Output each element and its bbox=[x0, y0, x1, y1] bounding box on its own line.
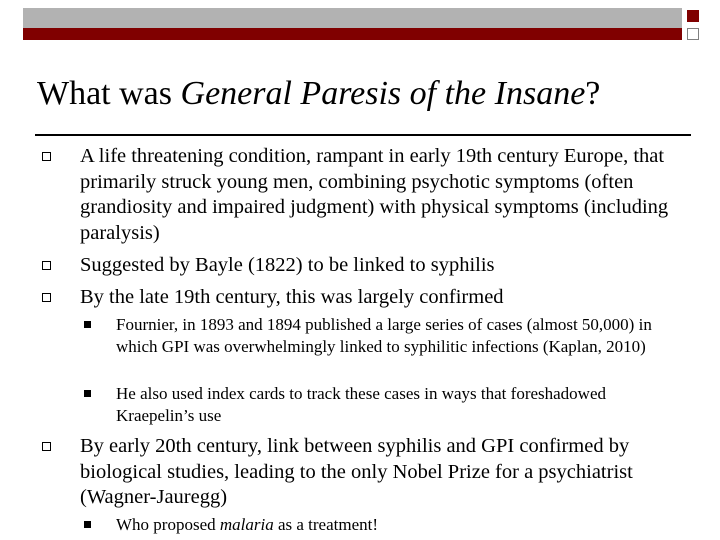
title-prefix: What was bbox=[37, 75, 181, 112]
hollow-square-bullet-icon bbox=[42, 261, 51, 270]
bullet-item bbox=[80, 144, 680, 246]
header-square-red bbox=[687, 10, 699, 22]
hollow-square-bullet-icon bbox=[42, 293, 51, 302]
sub-bullet-prefix: Who proposed bbox=[116, 515, 220, 534]
filled-square-bullet-icon bbox=[84, 390, 91, 397]
bullet-text: By early 20th century, link between syphilis and GPI confirmed by biological studies, leading to the only Nobel Prize for a psychiatrist (Wagner-Jauregg) bbox=[80, 435, 633, 508]
hollow-square-bullet-icon bbox=[42, 152, 51, 161]
bullet-item bbox=[80, 285, 680, 311]
filled-square-bullet-icon bbox=[84, 521, 91, 528]
sub-bullet-item bbox=[116, 383, 676, 427]
hollow-square-bullet-icon bbox=[42, 442, 51, 451]
sub-bullet-suffix: as a treatment! bbox=[273, 515, 379, 534]
title-suffix: ? bbox=[585, 75, 601, 112]
bullet-item bbox=[80, 434, 680, 511]
sub-bullet-item bbox=[116, 514, 676, 536]
header-band-gray bbox=[23, 8, 682, 28]
title-divider bbox=[35, 134, 691, 136]
title-italic: General Paresis of the Insane bbox=[180, 75, 586, 112]
bullet-item bbox=[80, 253, 680, 279]
filled-square-bullet-icon bbox=[84, 321, 91, 328]
sub-bullet-item bbox=[116, 314, 676, 358]
bullet-text: By the late 19th century, this was largely confirmed bbox=[80, 286, 504, 308]
sub-bullet-text: He also used index cards to track these cases in ways that foreshadowed Kraepelin’s use bbox=[116, 384, 607, 425]
sub-bullet-italic: malaria bbox=[219, 515, 274, 534]
sub-bullet-text: Fournier, in 1893 and 1894 published a large series of cases (almost 50,000) in which GPI was overwhelmingly linked to syphilitic infections (Kaplan, 2010) bbox=[116, 315, 652, 356]
slide-title bbox=[37, 74, 600, 114]
bullet-text: Suggested by Bayle (1822) to be linked to syphilis bbox=[80, 254, 495, 276]
header-square-white bbox=[687, 28, 699, 40]
header-band-red bbox=[23, 28, 682, 40]
bullet-text: A life threatening condition, rampant in early 19th century Europe, that primarily struck young men, combining psychotic symptoms (often grandiosity and impaired judgment) with physical symptoms (including paralysis) bbox=[80, 145, 669, 244]
